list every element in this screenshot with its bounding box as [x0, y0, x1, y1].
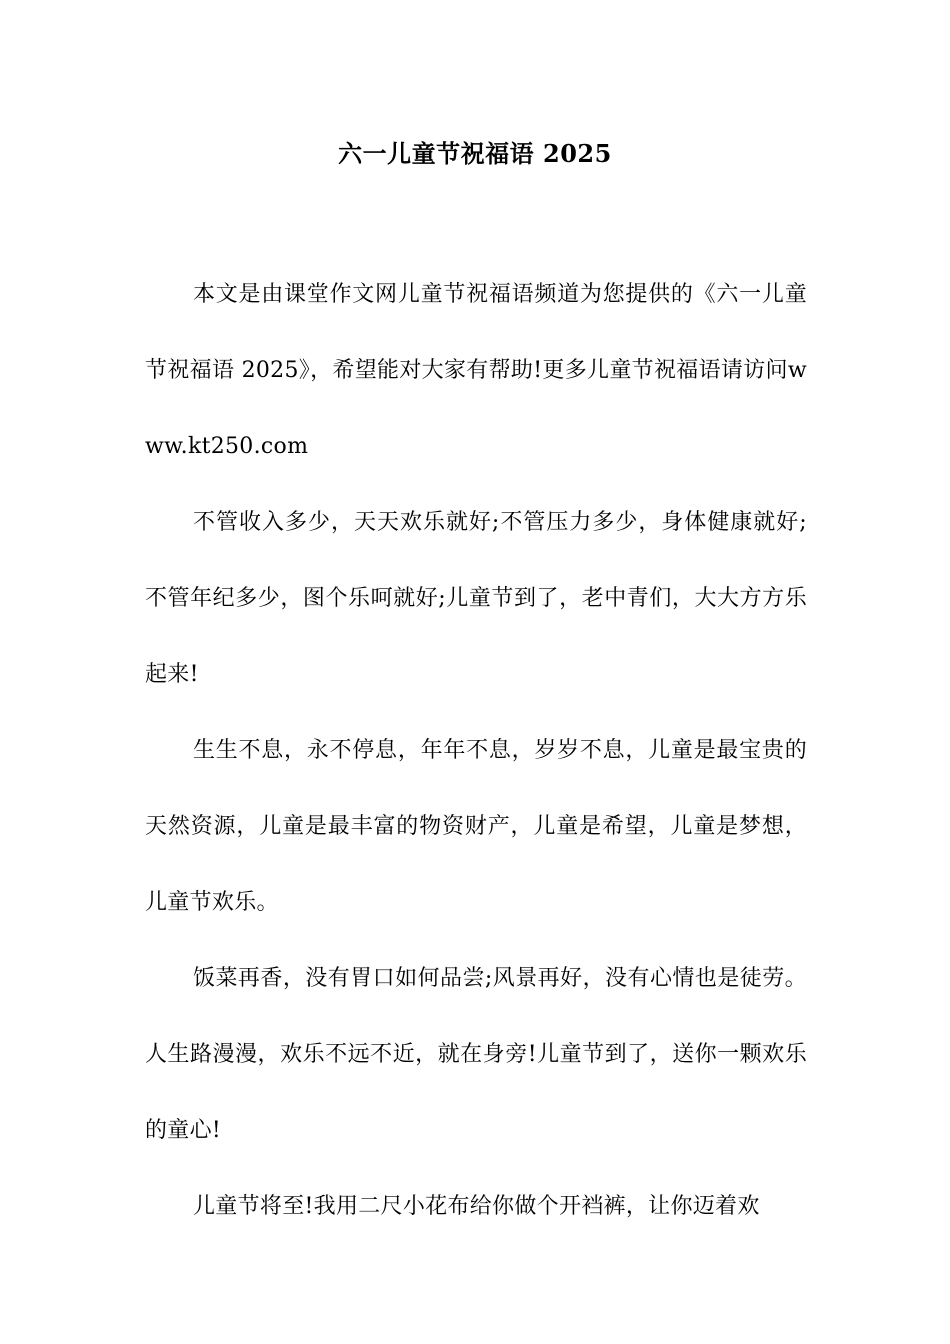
document-body	[145, 257, 807, 1245]
paragraph-intro: 本文是由课堂作文网儿童节祝福语频道为您提供的《六一儿童节祝福语 2025》，希望能对大家有帮助!更多儿童节祝福语请访问www.kt250.com	[145, 282, 807, 459]
paragraph: 生生不息，永不停息，年年不息，岁岁不息，儿童是最宝贵的天然资源，儿童是最丰富的物资财产，儿童是希望，儿童是梦想，儿童节欢乐。	[145, 738, 807, 915]
paragraph: 儿童节将至!我用二尺小花布给你做个开裆裤，让你迈着欢	[193, 1194, 760, 1219]
paragraph: 不管收入多少，天天欢乐就好;不管压力多少，身体健康就好;不管年纪多少，图个乐呵就好;儿童节到了，老中青们，大大方方乐起来!	[145, 510, 807, 687]
paragraph: 饭菜再香，没有胃口如何品尝;风景再好，没有心情也是徒劳。人生路漫漫，欢乐不远不近，就在身旁!儿童节到了，送你一颗欢乐的童心!	[145, 966, 807, 1143]
document-title: 六一儿童节祝福语 2025	[338, 139, 612, 168]
